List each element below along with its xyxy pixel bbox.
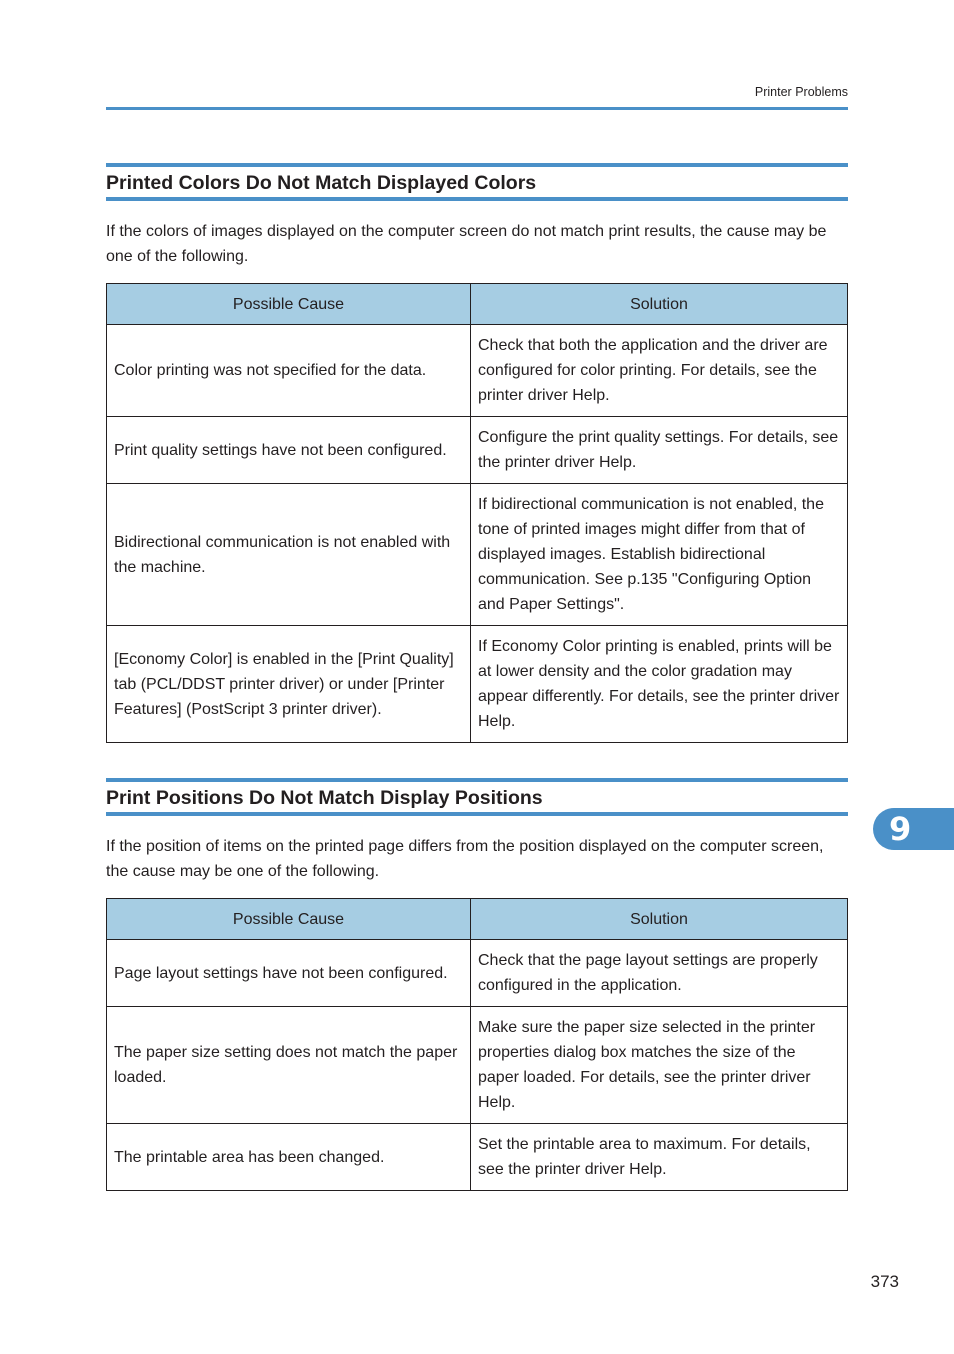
solution-cell: Configure the print quality settings. For details, see the printer driver Help. <box>471 417 848 484</box>
table-row <box>107 484 848 626</box>
table-row <box>107 417 848 484</box>
running-head: Printer Problems <box>754 85 848 99</box>
solution-cell: If bidirectional communication is not enabled, the tone of printed images might differ from that of displayed images. Establish bidirectional communication. See p.135 "Configuring Option and Paper Settings". <box>471 484 848 626</box>
table-row <box>107 626 848 743</box>
table-row <box>107 1124 848 1191</box>
section-title: Print Positions Do Not Match Display Positions <box>106 787 543 809</box>
header-solution: Solution <box>471 284 848 325</box>
section-print-positions <box>106 778 848 1191</box>
section-rule-bottom <box>106 197 848 201</box>
table-row <box>107 1007 848 1124</box>
cause-cell: The printable area has been changed. <box>107 1124 471 1191</box>
solution-cell: If Economy Color printing is enabled, prints will be at lower density and the color gradation may appear differently. For details, see the printer driver Help. <box>471 626 848 743</box>
chapter-number: 9 <box>889 810 912 848</box>
cause-cell: [Economy Color] is enabled in the [Print Quality] tab (PCL/DDST printer driver) or under [Printer Features] (PostScript 3 printer driver). <box>107 626 471 743</box>
solution-cell: Set the printable area to maximum. For details, see the printer driver Help. <box>471 1124 848 1191</box>
section-intro: If the position of items on the printed page differs from the position displayed on the computer screen, the cause may be one of the following. <box>106 838 824 880</box>
header-rule <box>106 107 848 110</box>
table-row <box>107 325 848 417</box>
chapter-tab <box>873 808 954 850</box>
table-header-row <box>107 899 848 940</box>
cause-cell: Bidirectional communication is not enabled with the machine. <box>107 484 471 626</box>
page-number: 373 <box>870 1272 899 1291</box>
section-intro: If the colors of images displayed on the computer screen do not match print results, the cause may be one of the following. <box>106 223 827 265</box>
table-header-row <box>107 284 848 325</box>
cause-cell: The paper size setting does not match the paper loaded. <box>107 1007 471 1124</box>
table-row <box>107 940 848 1007</box>
solution-cell: Check that the page layout settings are properly configured in the application. <box>471 940 848 1007</box>
cause-solution-table <box>106 283 848 743</box>
cause-cell: Print quality settings have not been configured. <box>107 417 471 484</box>
solution-cell: Check that both the application and the driver are configured for color printing. For details, see the printer driver Help. <box>471 325 848 417</box>
section-rule-bottom <box>106 812 848 816</box>
cause-cell: Color printing was not specified for the data. <box>107 325 471 417</box>
solution-cell: Make sure the paper size selected in the printer properties dialog box matches the size of the paper loaded. For details, see the printer driver Help. <box>471 1007 848 1124</box>
cause-cell: Page layout settings have not been configured. <box>107 940 471 1007</box>
header-possible-cause: Possible Cause <box>107 899 471 940</box>
section-printed-colors <box>106 163 848 743</box>
header-solution: Solution <box>471 899 848 940</box>
section-title: Printed Colors Do Not Match Displayed Colors <box>106 172 537 194</box>
cause-solution-table <box>106 898 848 1191</box>
header-possible-cause: Possible Cause <box>107 284 471 325</box>
